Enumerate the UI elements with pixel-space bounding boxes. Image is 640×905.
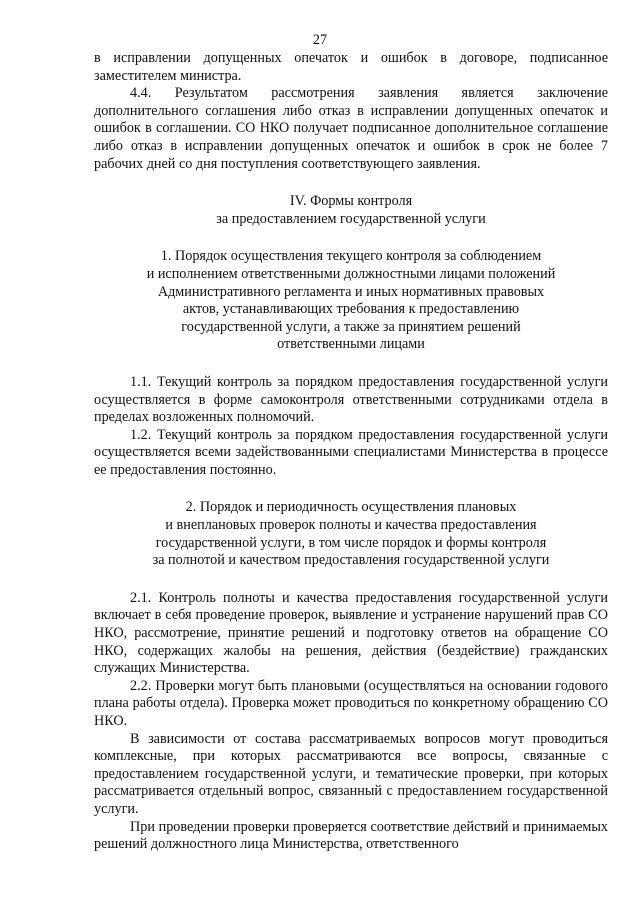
paragraph-inspection-types: В зависимости от состава рассматриваемых вопросов могут проводиться комплексные, при которых рассматриваются все вопросы, связанные с предоставлением государственной услуги, и тематические проверки, при которых рассматривается отдельный вопрос, связанный с предоставлением государственной услуги. [94,730,608,817]
subsection-title-line: актов, устанавливающих требования к предоставлению [182,301,520,318]
paragraph-1-1: 1.1. Текущий контроль за порядком предоставления государственной услуги осуществляется в форме самоконтроля ответственными сотрудниками отдела в пределах возложенных полномочий. [94,373,608,426]
subsection-title-line: Административного регламента и иных нормативных правовых [157,283,545,300]
subsection-1-title [94,248,608,354]
section-title-line: за предоставлением государственной услуги [216,210,486,227]
intro-continuation: в исправлении допущенных опечаток и ошибок в договоре, подписанное заместителем министра. [94,50,608,84]
document-body [94,50,608,854]
paragraph-4-4: 4.4. Результатом рассмотрения заявления является заключение дополнительного соглашения либо отказ в исправлении допущенных опечаток и ошибок в соглашении. СО НКО получает подписанное дополнительное соглашение либо отказ в исправлении допущенных опечаток и ошибок в срок не более 7 рабочих дней со дня поступления соответствующего заявления. [94,85,608,172]
paragraph-inspection-scope: При проведении проверки проверяется соответствие действий и принимаемых решений должностного лица Министерства, ответственного [94,818,608,853]
subsection-title-line: и исполнением ответственными должностными лицами положений [146,265,556,282]
section-title [94,193,608,228]
subsection-title-line: государственной услуги, в том числе порядок и формы контроля [155,534,547,551]
paragraph-2-2: 2.2. Проверки могут быть плановыми (осуществляться на основании годового плана работы отдела). Проверка может проводиться по конкретному обращению СО НКО. [94,677,608,729]
subsection-title-line: и внеплановых проверок полноты и качества предоставления [165,517,537,534]
subsection-2-title [94,499,608,569]
section-title-line: IV. Формы контроля [289,193,413,210]
subsection-title-line: за полнотой и качеством предоставления государственной услуги [152,552,550,569]
subsection-title-line: государственной услуги, а также за принятием решений [181,318,521,335]
paragraph-2-1: 2.1. Контроль полноты и качества предоставления государственной услуги включает в себя проведение проверок, выявление и устранение нарушений прав СО НКО, рассмотрение, принятие решений и подготовку ответов на обращение СО НКО, содержащих жалобы на решения, действия (бездействие) гражданских служащих Министерства. [94,589,608,677]
subsection-title-line: 2. Порядок и периодичность осуществления плановых [185,499,517,516]
page-number: 27 [312,32,328,48]
subsection-title-line: 1. Порядок осуществления текущего контроля за соблюдением [160,248,542,265]
subsection-title-line: ответственными лицами [277,336,425,353]
paragraph-1-2: 1.2. Текущий контроль за порядком предоставления государственной услуги осуществляется всеми задействованными специалистами Министерства в процессе ее предоставления постоянно. [94,426,608,478]
